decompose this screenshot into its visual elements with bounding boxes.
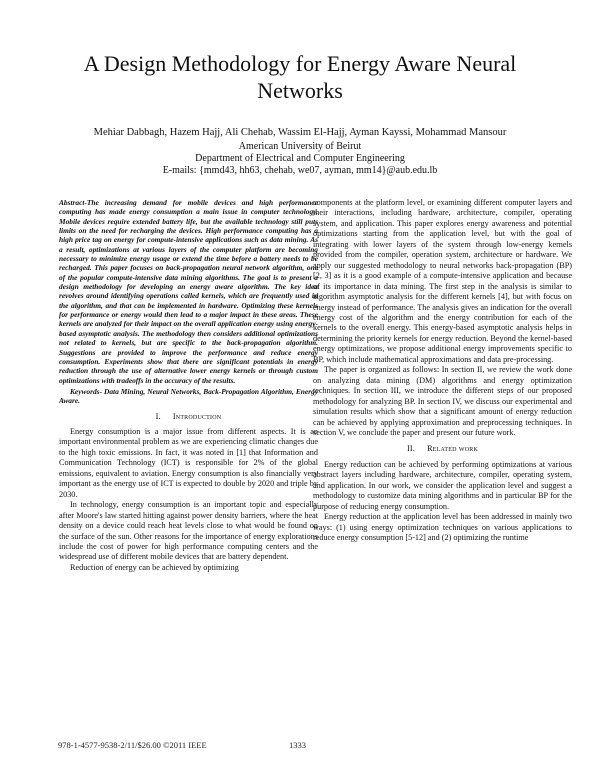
keywords: Keywords- Data Mining, Neural Networks, Back-Propagation Algorithm, Energy Aware. — [59, 386, 318, 406]
paragraph: Reduction of energy can be achieved by optimizing — [70, 562, 239, 572]
section-heading-related-work — [313, 444, 572, 454]
footer-isbn: 978-1-4577-9538-2/11/$26.00 ©2011 IEEE — [58, 740, 207, 750]
paper-title: A Design Methodology for Energy Aware Neural Networks — [83, 51, 517, 103]
left-column — [59, 198, 318, 573]
paragraph: The paper is organized as follows: In section II, we review the work done on analyzing data mining (DM) algorithms and energy optimization techniques. In section III, we introduce the different steps of our proposed methodology for analyzing BP. In section IV, we discuss our experimental and simulation results which show that a significant amount of energy reduction can be achieved by applying approximation and preprocessing techniques. In section V, we conclude the paper and present our future work. — [313, 365, 572, 437]
paragraph: Energy reduction at the application level has been addressed in mainly two ways: (1) using energy optimization techniques on various applications to reduce energy consumption [5-12] and (2) optimizing the runtime — [313, 512, 572, 543]
department: Department of Electrical and Computer Engineering — [195, 153, 405, 165]
section-number: I. — [155, 411, 161, 421]
section-number: II. — [406, 444, 416, 454]
page-number: 1333 — [289, 740, 306, 750]
emails: E-mails: {mmd43, hh63, chehab, we07, ayman, mm14}@aub.edu.lb — [162, 165, 438, 177]
right-column — [313, 198, 572, 544]
author-list: Mehiar Dabbagh, Hazem Hajj, Ali Chehab, Wassim El-Hajj, Ayman Kayssi, Mohammad Mansour — [93, 127, 507, 138]
section-title: Related work — [427, 444, 478, 454]
paragraph: Energy reduction can be achieved by performing optimizations at various abstract layers including hardware, architecture, compiler, operating system, and application. In our work, we consider the application level and suggest a methodology to customize data mining algorithms and in particular BP for the purpose of reducing energy consumption. — [313, 459, 572, 511]
section-heading-introduction — [59, 412, 318, 422]
paragraph: In technology, energy consumption is an important topic and especially after Moore's law started hitting against power density barriers, where the heat density on a device could reach heat levels close to what would be found on the surface of the sun. Other reasons for the importance of energy explorations include the cost of power for high performance computing centers and the widespread use of different mobile devices that are battery dependent. — [59, 500, 318, 562]
section-title: Introduction — [172, 411, 222, 421]
abstract: Abstract-The increasing demand for mobile devices and high performance computing has made energy consumption a main issue in computer technology. Mobile devices require extended battery life, but the available technology still puts limits on the need for recharging the devices. High performance computing has a high price tag on energy for compute-intensive applications such as data mining. As a result, optimizations at various layers of the computer platform are becoming necessary to minimize energy usage or extend the time before a battery needs to be recharged. This paper focuses on back-propagation neural network algorithm, one of the popular compute-intensive data mining algorithms. The goal is to present a design methodology for developing an energy aware algorithm. The key idea revolves around identifying operations called kernels, which are frequently used in the algorithm, and that can be implemented in hardware. Optimizing these kernels for performance or energy would then lead to a major impact in these areas. These kernels are analyzed for their impact on the overall application energy using energy-based asymptotic analysis. The methodology then considers additional optimizations not related to kernels, but are specific to the back-propagation algorithm. Suggestions are provided to improve the performance and reduce energy consumption. Experiments show that there are significant potentials in energy reduction through the use of alternative lower energy kernels or through custom optimizations with tradeoffs in the accuracy of the results. — [59, 198, 318, 385]
affiliation-block — [60, 141, 540, 178]
paragraph: Energy consumption is a major issue from different aspects. It is an important environmental problem as we are experiencing climatic changes due to the high toxic emissions. In fact, it was noted in [1] that Information and Communication Technology (ICT) is responsible for 2% of the global emissions, equivalent to aviation. Energy consumption is also financially very important as the energy use of ICT is expected to double by 2020 and triple by 2030. — [59, 427, 318, 499]
university: American University of Beirut — [238, 141, 362, 152]
paragraph: components at the platform level, or examining different computer layers and their interactions, including hardware, architecture, compiler, operating system, and application. This paper explores energy awareness and potential optimizations starting from the application level, but with the goal of integrating with lower layers of the system through low-energy kernels provided from the compiler, operation system, architecture or hardware. We apply our suggested methodology to neural networks back-propagation (BP) [2, 3] as it is a good example of a compute-intensive application and because of its importance in data mining. The first step in the analysis is similar to algorithm asymptotic analysis for the different kernels [4], but with focus on energy instead of performance. The analysis gives an indication for the overall energy cost of the algorithm and the energy contribution for each of the kernels to the overall energy. This energy-based asymptotic analysis helps in determining the priority kernels for energy reduction. Beyond the kernel-based energy optimizations, we propose additional energy improvements specific to BP, which include mathematical approximations and data pre-processing. — [313, 198, 572, 364]
